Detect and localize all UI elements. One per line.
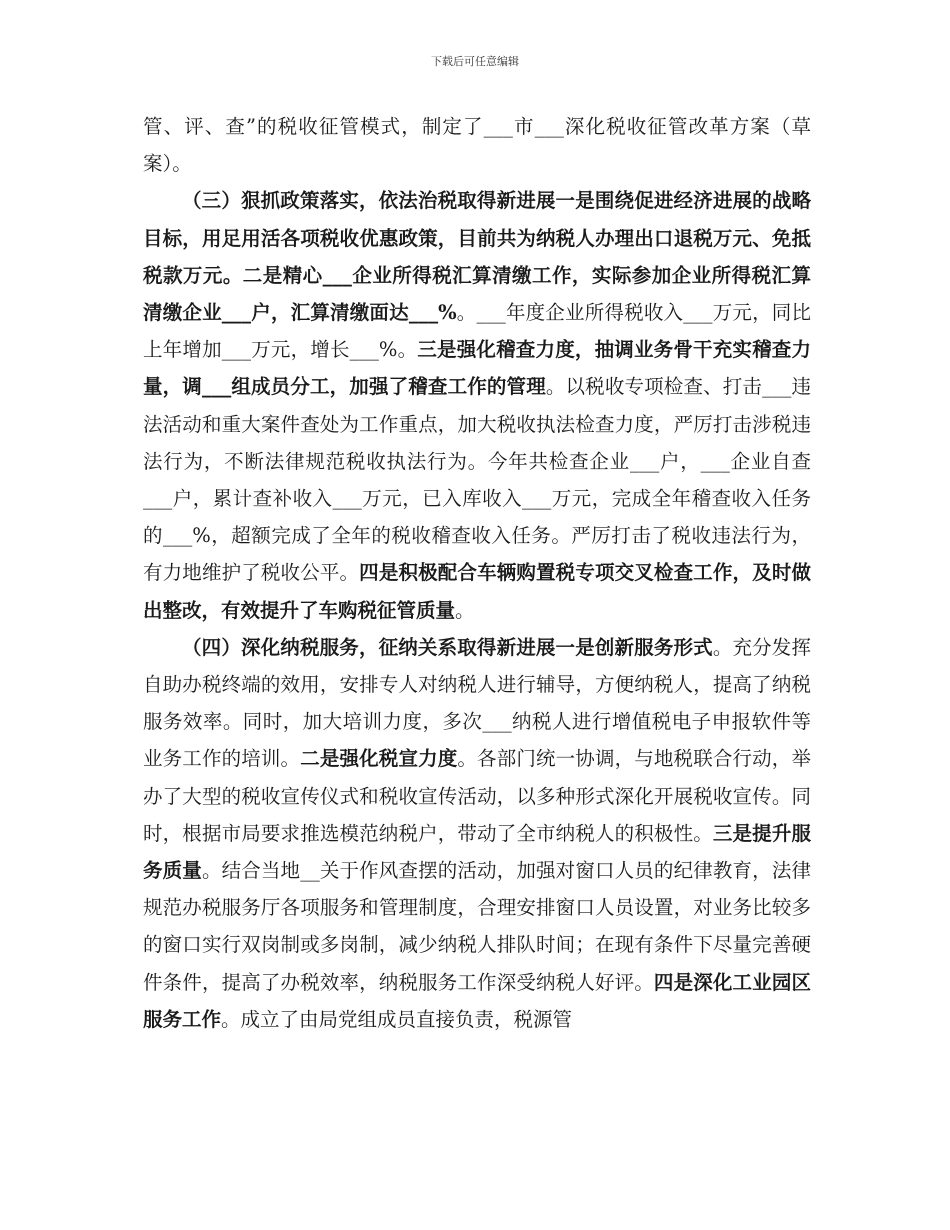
text-run: 。___年度企业所得税收入___万元，同比上年增加___万元，增长___%。 bbox=[143, 301, 811, 362]
paragraph-section-three bbox=[143, 182, 811, 628]
text-run: 。成立了由局党组成员直接负责，税源管 bbox=[221, 1007, 573, 1031]
bold-run: 三是强化稽查力度，抽调业务骨干充实稽查力量，调___组成员分工，加强了稽查工作的管理 bbox=[143, 338, 811, 399]
paragraph-section-four bbox=[143, 629, 811, 1038]
bold-run: （三）狠抓政策落实，依法治税取得新进展一是围绕促进经济进展的战略目标，用足用活各项税收优惠政策，目前共为纳税人办理出口退税万元、免抵税款万元。二是精心___企业所得税汇算清缴工作，实际参加企业所得税汇算清缴企业___户，汇算清缴面达___% bbox=[143, 189, 811, 325]
text-run: 管、评、查”的税收征管模式，制定了___市___深化税收征管改革方案（草案）。 bbox=[143, 115, 811, 176]
text-run: 。 bbox=[455, 598, 475, 622]
bold-run: （四）深化纳税服务，征纳关系取得新进展一是创新服务形式 bbox=[182, 635, 713, 659]
text-run: 。以税收专项检查、打击___违法活动和重大案件查处为工作重点，加大税收执法检查力度，严厉打击涉税违法行为，不断法律规范税收执法行为。今年共检查企业___户，___企业自查___户，累计查补收入___万元，已入库收入___万元，完成全年稽查收入任务的___%，超额完成了全年的税收稽查收入任务。严厉打击了税收违法行为，有力地维护了税收公平。 bbox=[143, 375, 811, 585]
bold-run: 四是积极配合车辆购置税专项交叉检查工作，及时做出整改，有效提升了车购税征管质量 bbox=[143, 561, 811, 622]
document-body bbox=[143, 108, 811, 1038]
bold-run: 三是提升服务质量 bbox=[143, 821, 811, 883]
page-header: 下载后可任意编辑 bbox=[431, 55, 519, 68]
bold-run: 二是强化税宣力度 bbox=[300, 747, 458, 771]
text-run: 。结合当地__关于作风查摆的活动，加强对窗口人员的纪律教育，法律规范办税服务厅各项服务和管理制度，合理安排窗口人员设置，对业务比较多的窗口实行双岗制或多岗制，减少纳税人排队时间；在现有条件下尽量完善硬件条件，提高了办税效率，纳税服务工作深受纳税人好评。 bbox=[143, 859, 811, 994]
text-run: 。各部门统一协调，与地税联合行动，举办了大型的税收宣传仪式和税收宣传活动，以多种形式深化开展税收宣传。同时，根据市局要求推选模范纳税户，带动了全市纳税人的积极性。 bbox=[143, 747, 811, 845]
bold-run: 四是深化工业园区服务工作 bbox=[143, 970, 811, 1031]
text-run: 。充分发挥自助办税终端的效用，安排专人对纳税人进行辅导，方便纳税人，提高了纳税服务效率。同时，加大培训力度，多次___纳税人进行增值税电子申报软件等业务工作的培训。 bbox=[143, 635, 811, 771]
paragraph-intro bbox=[143, 108, 811, 182]
